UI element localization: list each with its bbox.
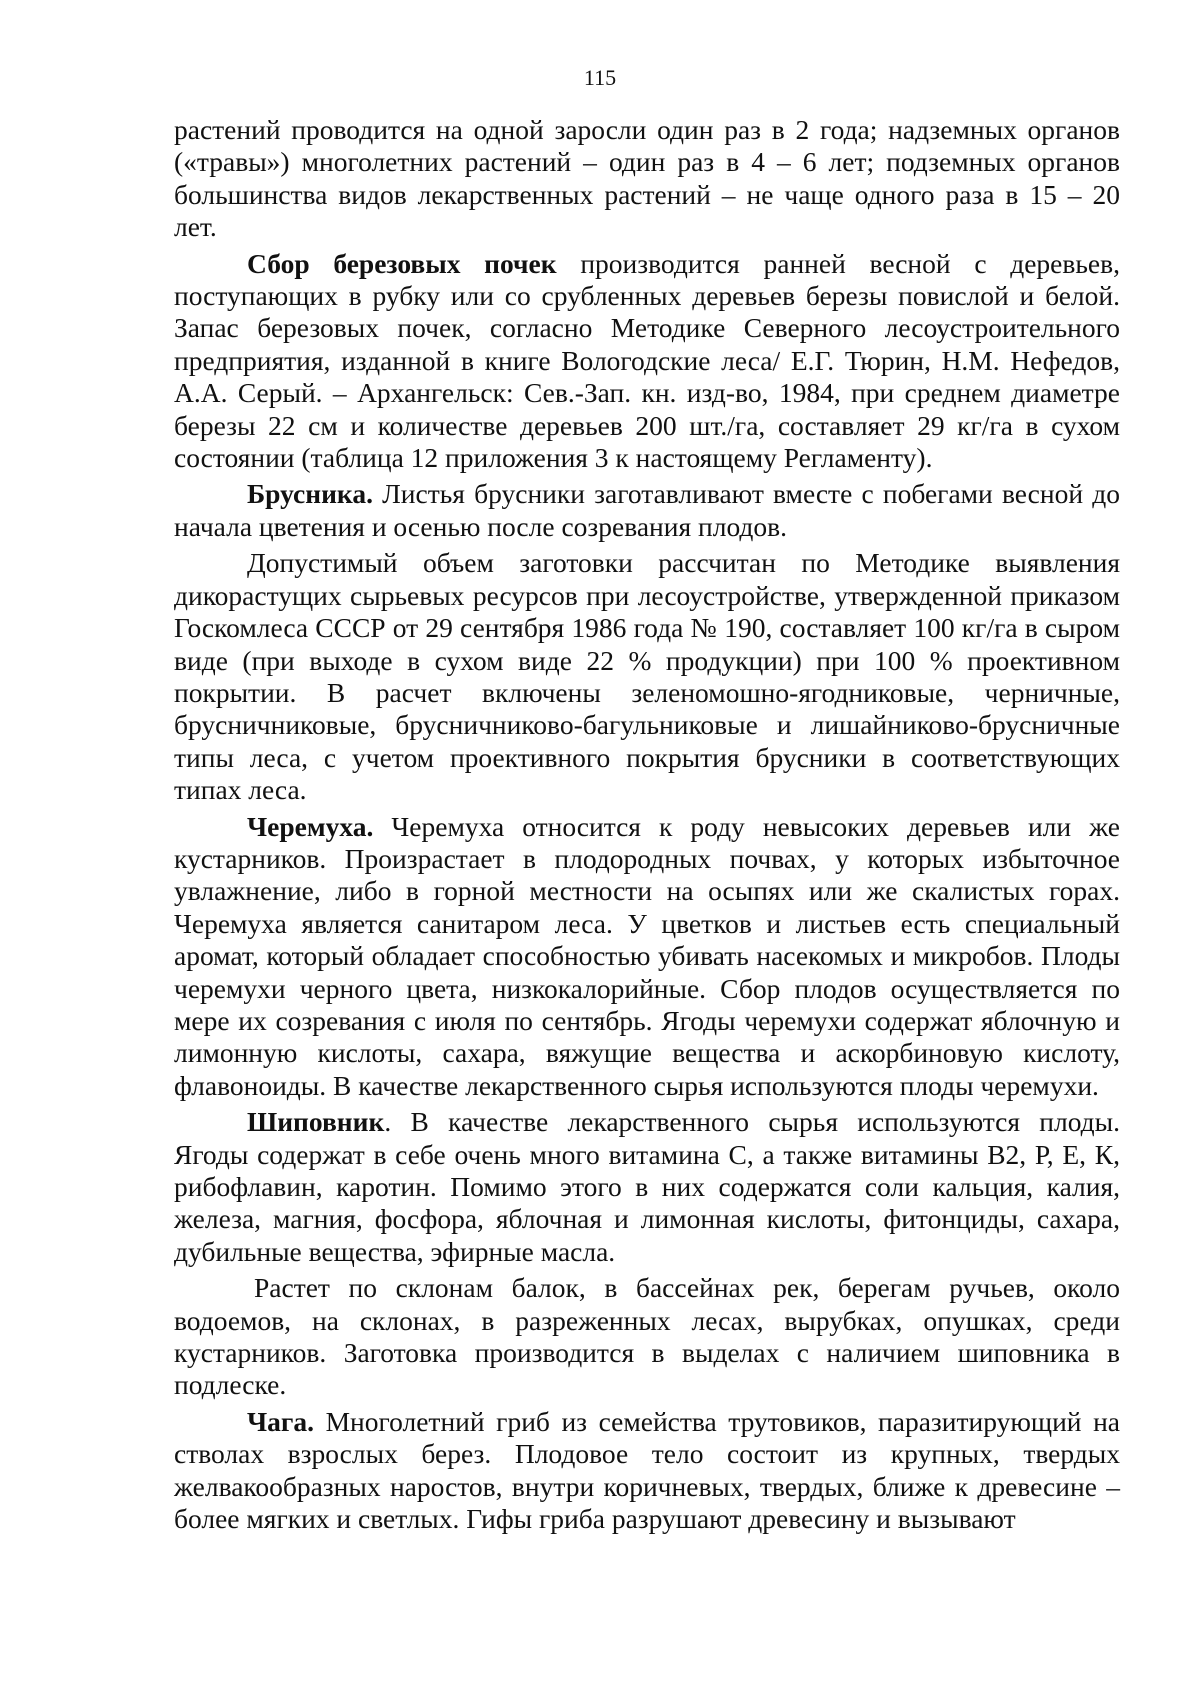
paragraph-text: растений проводится на одной заросли один раз в 2 года; надземных органов («травы») многолетних растений – один раз в 4 – 6 лет; подземных органов большинства видов лекарственных растений – не чаще одного раза в 15 – 20 лет. bbox=[174, 114, 1120, 243]
paragraph-chaga bbox=[174, 1406, 1120, 1536]
document-body bbox=[174, 114, 1120, 1539]
paragraph-text: Черемуха относится к роду невысоких деревьев или же кустарников. Произрастает в плодородных почвах, у которых избыточное увлажнение, либо в горной местности на осыпях или же скалистых горах. Черемуха является санитаром леса. У цветков и листьев есть специальный аромат, который обладает способностью убивать насекомых и микробов. Плоды черемухи черного цвета, низкокалорийные. Сбор плодов осуществляется по мере их созревания с июля по сентябрь. Ягоды черемухи содержат яблочную и лимонную кислоты, сахара, вяжущие вещества и аскорбиновую кислоту, флавоноиды. В качестве лекарственного сырья используются плоды черемухи. bbox=[174, 810, 1120, 1101]
paragraph-harvest-volume bbox=[174, 547, 1120, 806]
paragraph-lingonberry bbox=[174, 478, 1120, 543]
paragraph-term: Чага. bbox=[247, 1405, 315, 1437]
paragraph-text: Листья брусники заготавливают вместе с побегами весной до начала цветения и осенью после созревания плодов. bbox=[174, 478, 1120, 542]
paragraph-birch-buds bbox=[174, 248, 1120, 475]
paragraph-rosehip bbox=[174, 1106, 1120, 1268]
paragraph-rosehip-habitat bbox=[174, 1272, 1120, 1402]
paragraph-text: Многолетний гриб из семейства трутовиков, паразитирующий на стволах взрослых берез. Плодовое тело состоит из крупных, твердых желвакообразных наростов, внутри коричневых, твердых, ближе к древесине – более мягких и светлых. Гифы гриба разрушают древесину и вызывают bbox=[174, 1405, 1120, 1535]
paragraph-text: . В качестве лекарственного сырья используются плоды. Ягоды содержат в себе очень много витамина С, а также витамины В2, Р, Е, К, рибофлавин, каротин. Помимо этого в них содержатся соли кальция, калия, железа, магния, фосфора, яблочная и лимонная кислоты, фитонциды, сахара, дубильные вещества, эфирные масла. bbox=[174, 1106, 1120, 1267]
paragraph-term: Брусника. bbox=[247, 478, 373, 510]
paragraph-text: производится ранней весной с деревьев, поступающих в рубку или со срубленных деревьев березы повислой и белой. Запас березовых почек, согласно Методике Северного лесоустроительного предприятия, изданной в книге Вологодские леса/ Е.Г. Тюрин, Н.М. Нефедов, А.А. Серый. – Архангельск: Сев.-Зап. кн. изд-во, 1984, при среднем диаметре березы 22 см и количестве деревьев 200 шт./га, составляет 29 кг/га в сухом состоянии (таблица 12 приложения 3 к настоящему Регламенту). bbox=[174, 247, 1120, 474]
paragraph-plant-collection-frequency bbox=[174, 114, 1120, 244]
paragraph-text: Растет по склонам балок, в бассейнах рек, берегам ручьев, около водоемов, на склонах, в разреженных лесах, вырубках, опушках, среди кустарников. Заготовка производится в выделах с наличием шиповника в подлеске. bbox=[174, 1272, 1120, 1401]
paragraph-term: Сбор березовых почек bbox=[247, 247, 557, 279]
page-number: 115 bbox=[583, 65, 617, 90]
paragraph-bird-cherry bbox=[174, 811, 1120, 1103]
paragraph-term: Черемуха. bbox=[247, 810, 374, 842]
paragraph-text: Допустимый объем заготовки рассчитан по Методике выявления дикорастущих сырьевых ресурсов при лесоустройстве, утвержденной приказом Госкомлеса СССР от 29 сентября 1986 года № 190, составляет 100 кг/га в сыром виде (при выходе в сухом виде 22 % продукции) при 100 % проективном покрытии. В расчет включены зеленомошно-ягодниковые, черничные, брусничниковые, брусничниково-багульниковые и лишайниково-брусничные типы леса, с учетом проективного покрытия брусники в соответствующих типах леса. bbox=[174, 547, 1120, 806]
paragraph-term: Шиповник bbox=[247, 1106, 385, 1138]
